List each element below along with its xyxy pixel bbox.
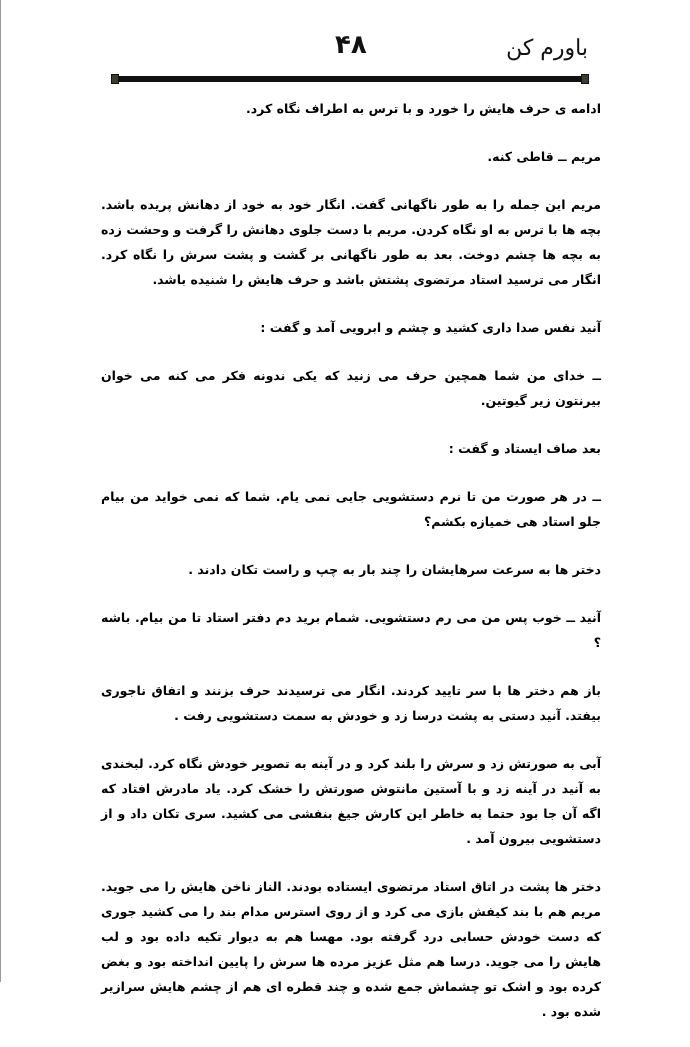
header-rule-cap-left (111, 74, 119, 84)
paragraph: دختر ها پشت در اتاق استاد مرتضوی ایستاده بودند. الناز ناخن هایش را می جوید. مریم هم با بند کیفش بازی می کرد و از روی استرس مدام بند را می کشید جوری که دست خودش حسابی درد گرفته بود. مهسا هم به دیوار تکیه داده بود و لب هایش را می جوید. درسا هم مثل عزیز مرده ها سرش را پایین انداخته بود و بغض کرده بود و اشک تو چشماش جمع شده و چند قطره ای هم از چشم هایش سرازیر شده بود . (101, 879, 601, 1019)
paragraph: ــ در هر صورت من تا نرم دستشویی جایی نمی یام. شما که نمی خواید من بیام جلو استاد هی خمیازه بکشم؟ (101, 489, 601, 529)
paragraph: آنید نفس صدا داری کشید و چشم و ابرویی آمد و گفت : (260, 320, 601, 335)
paragraph: بعد صاف ایستاد و گفت : (448, 441, 601, 456)
paragraph: ــ خدای من شما همچین حرف می زنید که یکی ندونه فکر می کنه می خوان بیرنتون زیر گیوتین. (101, 368, 601, 408)
page-number: ۴۸ (335, 30, 367, 60)
header-rule (113, 76, 585, 82)
paragraph: باز هم دختر ها با سر تایید کردند. انگار می ترسیدند حرف بزنند و اتفاق ناجوری بیفتد. آنید دستی به پشت درسا زد و خودش به سمت دستشویی رفت . (101, 683, 601, 723)
paragraph: مریم این جمله را به طور ناگهانی گفت. انگار خود به خود از دهانش پریده باشد. بچه ها با ترس به او نگاه کردن. مریم با دست جلوی دهانش را گرفت و وحشت زده به بچه ها چشم دوخت. بعد به طور ناگهانی بر گشت و پشت سرش را نگاه کرد. انگار می ترسید استاد مرتضوی پشتش باشد و حرف هایش را شنیده باشد. (101, 197, 601, 287)
paragraph: مریم ــ قاطی کنه. (487, 149, 601, 164)
paragraph: ادامه ی حرف هایش را خورد و با ترس به اطراف نگاه کرد. (246, 101, 601, 116)
paragraph: آبی به صورتش زد و سرش را بلند کرد و در آینه به تصویر خودش نگاه کرد. لبخندی به آنید در آینه زد و با آستین مانتوش صورتش را خشک کرد. یاد مادرش افتاد که اگه آن جا بود حتما به خاطر این کارش جیغ بنفشی می کشید. سری تکان داد و از دستشویی بیرون آمد . (101, 756, 601, 846)
paragraph: دختر ها به سرعت سرهایشان را چند بار به چپ و راست تکان دادند . (188, 562, 601, 577)
header-rule-cap-right (581, 74, 589, 84)
book-title: باورم کن (506, 36, 588, 61)
body-text (101, 96, 601, 1047)
paragraph: آنید ــ خوب پس من می رم دستشویی. شمام برید دم دفتر استاد تا من بیام. باشه ؟ (101, 610, 601, 650)
